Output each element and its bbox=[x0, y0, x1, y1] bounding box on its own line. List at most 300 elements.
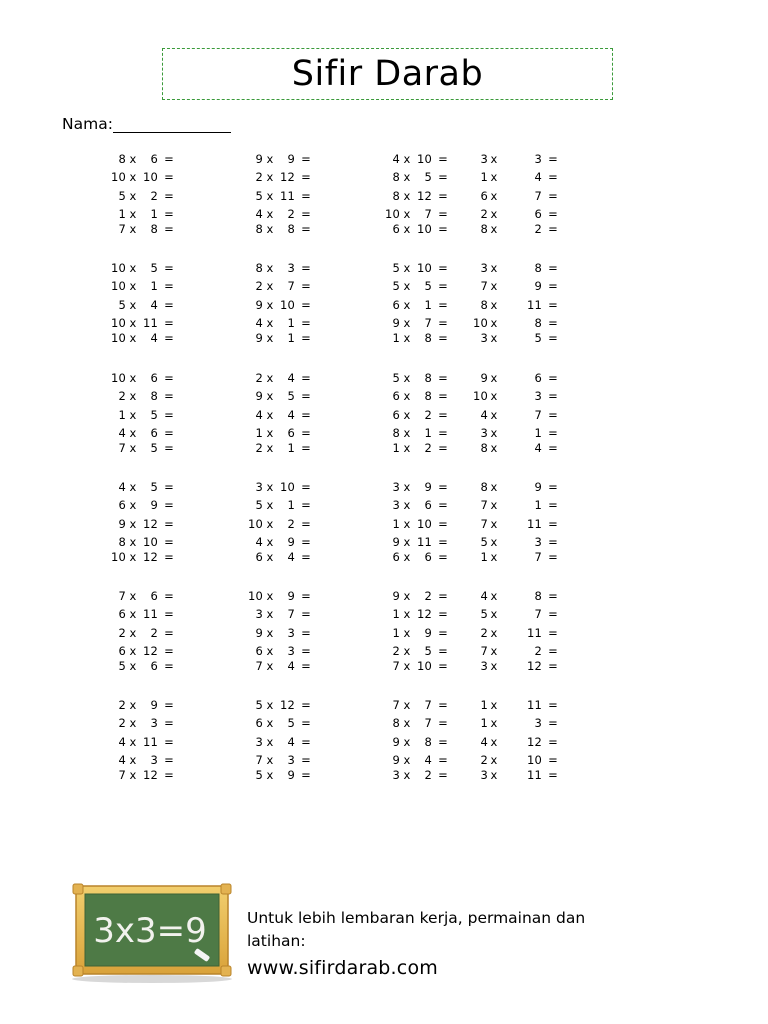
multiplier: 1 bbox=[150, 279, 158, 293]
multiplication-problem bbox=[108, 189, 174, 203]
times-operator: x bbox=[129, 607, 137, 621]
multiplication-problem bbox=[108, 644, 174, 658]
equals-sign: = bbox=[301, 550, 311, 564]
name-blank-line[interactable] bbox=[113, 116, 231, 133]
times-operator: x bbox=[403, 589, 411, 603]
times-operator: x bbox=[266, 607, 274, 621]
multiplicand: 3 bbox=[480, 768, 488, 782]
times-operator: x bbox=[403, 517, 411, 531]
multiplier: 11 bbox=[526, 768, 542, 782]
equals-sign: = bbox=[301, 517, 311, 531]
multiplier: 1 bbox=[534, 498, 542, 512]
times-operator: x bbox=[403, 316, 411, 330]
times-operator: x bbox=[266, 170, 274, 184]
equals-sign: = bbox=[301, 261, 311, 275]
multiplier: 12 bbox=[142, 644, 158, 658]
multiplier: 4 bbox=[534, 441, 542, 455]
multiplier: 8 bbox=[424, 389, 432, 403]
times-operator: x bbox=[490, 279, 498, 293]
multiplicand: 5 bbox=[392, 279, 400, 293]
multiplier: 7 bbox=[534, 408, 542, 422]
multiplicand: 4 bbox=[255, 207, 263, 221]
multiplicand: 9 bbox=[255, 389, 263, 403]
equals-sign: = bbox=[301, 644, 311, 658]
multiplier: 9 bbox=[287, 152, 295, 166]
times-operator: x bbox=[129, 316, 137, 330]
equals-sign: = bbox=[548, 480, 558, 494]
multiplier: 7 bbox=[534, 550, 542, 564]
equals-sign: = bbox=[164, 441, 174, 455]
multiplicand: 9 bbox=[255, 152, 263, 166]
multiplicand: 5 bbox=[480, 535, 488, 549]
multiplication-problem bbox=[108, 426, 174, 440]
times-operator: x bbox=[129, 441, 137, 455]
equals-sign: = bbox=[548, 644, 558, 658]
times-operator: x bbox=[266, 207, 274, 221]
multiplicand: 2 bbox=[255, 279, 263, 293]
multiplication-problem bbox=[382, 607, 448, 621]
equals-sign: = bbox=[438, 279, 448, 293]
multiplicand: 8 bbox=[255, 261, 263, 275]
multiplier: 5 bbox=[424, 170, 432, 184]
multiplicand: 1 bbox=[392, 607, 400, 621]
multiplier: 12 bbox=[279, 698, 295, 712]
multiplication-problem bbox=[468, 371, 558, 385]
equals-sign: = bbox=[301, 659, 311, 673]
multiplier: 3 bbox=[287, 644, 295, 658]
multiplicand: 10 bbox=[110, 371, 126, 385]
chalkboard-image bbox=[68, 880, 236, 984]
times-operator: x bbox=[266, 535, 274, 549]
multiplier: 5 bbox=[150, 480, 158, 494]
problem-row bbox=[0, 441, 768, 455]
equals-sign: = bbox=[164, 589, 174, 603]
problem-row bbox=[0, 659, 768, 673]
times-operator: x bbox=[490, 170, 498, 184]
equals-sign: = bbox=[548, 222, 558, 236]
multiplicand: 6 bbox=[392, 222, 400, 236]
multiplication-problem bbox=[108, 659, 174, 673]
multiplicand: 5 bbox=[118, 189, 126, 203]
footer-url[interactable]: www.sifirdarab.com bbox=[247, 957, 438, 979]
problem-row bbox=[0, 389, 768, 403]
multiplicand: 7 bbox=[118, 441, 126, 455]
times-operator: x bbox=[129, 279, 137, 293]
multiplicand: 7 bbox=[118, 222, 126, 236]
multiplication-problem bbox=[468, 189, 558, 203]
multiplication-problem bbox=[108, 152, 174, 166]
multiplication-problem bbox=[382, 279, 448, 293]
multiplier: 1 bbox=[287, 331, 295, 345]
multiplier: 7 bbox=[534, 189, 542, 203]
equals-sign: = bbox=[438, 298, 448, 312]
multiplier: 12 bbox=[142, 768, 158, 782]
times-operator: x bbox=[403, 659, 411, 673]
equals-sign: = bbox=[548, 550, 558, 564]
multiplicand: 10 bbox=[110, 279, 126, 293]
multiplier: 7 bbox=[287, 279, 295, 293]
multiplier: 4 bbox=[287, 550, 295, 564]
multiplier: 2 bbox=[424, 768, 432, 782]
multiplicand: 2 bbox=[118, 716, 126, 730]
times-operator: x bbox=[129, 698, 137, 712]
multiplication-problem bbox=[382, 498, 448, 512]
multiplication-problem bbox=[108, 170, 174, 184]
times-operator: x bbox=[490, 441, 498, 455]
equals-sign: = bbox=[438, 698, 448, 712]
multiplicand: 6 bbox=[392, 389, 400, 403]
times-operator: x bbox=[129, 735, 137, 749]
multiplicand: 10 bbox=[110, 170, 126, 184]
multiplier: 1 bbox=[287, 441, 295, 455]
equals-sign: = bbox=[548, 371, 558, 385]
multiplier: 10 bbox=[142, 535, 158, 549]
multiplier: 5 bbox=[150, 261, 158, 275]
multiplicand: 4 bbox=[255, 316, 263, 330]
multiplication-problem bbox=[468, 517, 558, 531]
multiplier: 3 bbox=[534, 535, 542, 549]
multiplication-problem bbox=[245, 626, 311, 640]
multiplier: 3 bbox=[287, 261, 295, 275]
multiplicand: 7 bbox=[480, 517, 488, 531]
multiplicand: 4 bbox=[118, 735, 126, 749]
equals-sign: = bbox=[301, 316, 311, 330]
multiplier: 8 bbox=[534, 316, 542, 330]
multiplier: 9 bbox=[287, 768, 295, 782]
multiplier: 11 bbox=[526, 298, 542, 312]
multiplicand: 1 bbox=[392, 626, 400, 640]
multiplicand: 9 bbox=[392, 753, 400, 767]
multiplier: 1 bbox=[534, 426, 542, 440]
times-operator: x bbox=[490, 207, 498, 221]
multiplicand: 6 bbox=[118, 498, 126, 512]
times-operator: x bbox=[266, 517, 274, 531]
multiplication-problem bbox=[108, 589, 174, 603]
multiplication-problem bbox=[382, 768, 448, 782]
multiplication-problem bbox=[382, 753, 448, 767]
name-field bbox=[62, 115, 231, 133]
equals-sign: = bbox=[548, 535, 558, 549]
equals-sign: = bbox=[438, 659, 448, 673]
multiplicand: 7 bbox=[255, 659, 263, 673]
equals-sign: = bbox=[301, 408, 311, 422]
times-operator: x bbox=[266, 698, 274, 712]
times-operator: x bbox=[403, 189, 411, 203]
multiplicand: 9 bbox=[480, 371, 488, 385]
times-operator: x bbox=[266, 498, 274, 512]
multiplicand: 7 bbox=[392, 659, 400, 673]
times-operator: x bbox=[490, 152, 498, 166]
equals-sign: = bbox=[548, 316, 558, 330]
times-operator: x bbox=[403, 753, 411, 767]
multiplication-problem bbox=[108, 441, 174, 455]
multiplicand: 4 bbox=[392, 152, 400, 166]
multiplicand: 10 bbox=[472, 389, 488, 403]
multiplicand: 2 bbox=[255, 441, 263, 455]
multiplication-problem bbox=[468, 426, 558, 440]
times-operator: x bbox=[490, 480, 498, 494]
times-operator: x bbox=[129, 331, 137, 345]
multiplicand: 2 bbox=[480, 753, 488, 767]
equals-sign: = bbox=[438, 189, 448, 203]
problem-row bbox=[0, 644, 768, 658]
multiplicand: 8 bbox=[392, 426, 400, 440]
equals-sign: = bbox=[548, 389, 558, 403]
times-operator: x bbox=[490, 735, 498, 749]
multiplication-problem bbox=[108, 222, 174, 236]
equals-sign: = bbox=[438, 589, 448, 603]
times-operator: x bbox=[129, 550, 137, 564]
multiplicand: 9 bbox=[392, 589, 400, 603]
multiplication-problem bbox=[468, 753, 558, 767]
multiplier: 10 bbox=[416, 222, 432, 236]
equals-sign: = bbox=[438, 768, 448, 782]
multiplier: 2 bbox=[534, 222, 542, 236]
equals-sign: = bbox=[164, 768, 174, 782]
times-operator: x bbox=[403, 768, 411, 782]
multiplier: 8 bbox=[534, 589, 542, 603]
multiplicand: 5 bbox=[255, 498, 263, 512]
multiplicand: 10 bbox=[110, 316, 126, 330]
equals-sign: = bbox=[301, 331, 311, 345]
multiplier: 3 bbox=[287, 753, 295, 767]
multiplication-problem bbox=[108, 550, 174, 564]
equals-sign: = bbox=[301, 170, 311, 184]
multiplicand: 5 bbox=[255, 189, 263, 203]
equals-sign: = bbox=[548, 426, 558, 440]
problem-row bbox=[0, 607, 768, 621]
equals-sign: = bbox=[301, 698, 311, 712]
multiplication-problem bbox=[468, 152, 558, 166]
equals-sign: = bbox=[301, 626, 311, 640]
equals-sign: = bbox=[164, 170, 174, 184]
problem-row bbox=[0, 735, 768, 749]
times-operator: x bbox=[129, 207, 137, 221]
equals-sign: = bbox=[301, 535, 311, 549]
problem-row bbox=[0, 498, 768, 512]
multiplicand: 6 bbox=[255, 716, 263, 730]
multiplier: 11 bbox=[526, 698, 542, 712]
multiplicand: 9 bbox=[255, 298, 263, 312]
multiplicand: 6 bbox=[392, 550, 400, 564]
times-operator: x bbox=[266, 550, 274, 564]
multiplicand: 6 bbox=[118, 644, 126, 658]
times-operator: x bbox=[266, 316, 274, 330]
equals-sign: = bbox=[164, 735, 174, 749]
times-operator: x bbox=[266, 389, 274, 403]
equals-sign: = bbox=[548, 152, 558, 166]
multiplicand: 1 bbox=[392, 517, 400, 531]
equals-sign: = bbox=[164, 298, 174, 312]
equals-sign: = bbox=[548, 170, 558, 184]
multiplication-problem bbox=[382, 644, 448, 658]
multiplier: 1 bbox=[287, 498, 295, 512]
multiplier: 10 bbox=[416, 659, 432, 673]
times-operator: x bbox=[129, 298, 137, 312]
multiplier: 7 bbox=[424, 716, 432, 730]
times-operator: x bbox=[490, 517, 498, 531]
equals-sign: = bbox=[164, 716, 174, 730]
multiplication-problem bbox=[245, 279, 311, 293]
multiplier: 6 bbox=[150, 371, 158, 385]
multiplicand: 2 bbox=[480, 626, 488, 640]
multiplicand: 10 bbox=[472, 316, 488, 330]
multiplier: 6 bbox=[150, 659, 158, 673]
equals-sign: = bbox=[438, 408, 448, 422]
multiplication-problem bbox=[245, 607, 311, 621]
multiplicand: 3 bbox=[255, 607, 263, 621]
multiplication-problem bbox=[382, 626, 448, 640]
multiplicand: 7 bbox=[118, 768, 126, 782]
multiplier: 11 bbox=[142, 316, 158, 330]
multiplicand: 8 bbox=[392, 170, 400, 184]
times-operator: x bbox=[266, 279, 274, 293]
multiplier: 5 bbox=[150, 441, 158, 455]
multiplier: 8 bbox=[534, 261, 542, 275]
times-operator: x bbox=[403, 298, 411, 312]
multiplication-problem bbox=[382, 389, 448, 403]
equals-sign: = bbox=[164, 626, 174, 640]
multiplier: 12 bbox=[416, 607, 432, 621]
times-operator: x bbox=[490, 408, 498, 422]
name-label: Nama: bbox=[62, 115, 113, 133]
multiplicand: 2 bbox=[118, 389, 126, 403]
times-operator: x bbox=[490, 316, 498, 330]
multiplication-problem bbox=[468, 735, 558, 749]
multiplication-problem bbox=[468, 261, 558, 275]
multiplier: 9 bbox=[534, 279, 542, 293]
multiplier: 6 bbox=[424, 498, 432, 512]
equals-sign: = bbox=[438, 261, 448, 275]
times-operator: x bbox=[266, 768, 274, 782]
times-operator: x bbox=[266, 189, 274, 203]
problem-row bbox=[0, 207, 768, 221]
problem-row bbox=[0, 626, 768, 640]
multiplication-problem bbox=[468, 535, 558, 549]
multiplication-problem bbox=[382, 426, 448, 440]
equals-sign: = bbox=[548, 189, 558, 203]
times-operator: x bbox=[266, 441, 274, 455]
multiplier: 8 bbox=[150, 389, 158, 403]
multiplier: 5 bbox=[424, 279, 432, 293]
times-operator: x bbox=[266, 261, 274, 275]
multiplication-problem bbox=[108, 261, 174, 275]
multiplier: 3 bbox=[150, 753, 158, 767]
times-operator: x bbox=[129, 261, 137, 275]
multiplier: 3 bbox=[287, 626, 295, 640]
equals-sign: = bbox=[438, 517, 448, 531]
multiplication-problem bbox=[108, 279, 174, 293]
multiplication-problem bbox=[382, 480, 448, 494]
times-operator: x bbox=[129, 222, 137, 236]
multiplicand: 5 bbox=[255, 768, 263, 782]
multiplication-problem bbox=[245, 331, 311, 345]
problem-row bbox=[0, 753, 768, 767]
multiplicand: 3 bbox=[255, 735, 263, 749]
multiplicand: 1 bbox=[480, 698, 488, 712]
multiplier: 7 bbox=[424, 207, 432, 221]
multiplicand: 4 bbox=[118, 426, 126, 440]
multiplication-problem bbox=[108, 498, 174, 512]
multiplier: 6 bbox=[424, 550, 432, 564]
equals-sign: = bbox=[438, 222, 448, 236]
multiplier: 7 bbox=[424, 316, 432, 330]
footer-text: Untuk lebih lembaran kerja, permainan dan latihan: bbox=[247, 909, 586, 950]
times-operator: x bbox=[129, 189, 137, 203]
multiplication-problem bbox=[382, 261, 448, 275]
multiplier: 2 bbox=[150, 189, 158, 203]
equals-sign: = bbox=[301, 222, 311, 236]
equals-sign: = bbox=[438, 535, 448, 549]
multiplication-problem bbox=[245, 753, 311, 767]
problem-row bbox=[0, 480, 768, 494]
equals-sign: = bbox=[164, 207, 174, 221]
multiplicand: 2 bbox=[392, 644, 400, 658]
multiplication-problem bbox=[382, 207, 448, 221]
multiplier: 6 bbox=[534, 207, 542, 221]
multiplier: 11 bbox=[142, 607, 158, 621]
equals-sign: = bbox=[548, 498, 558, 512]
multiplier: 5 bbox=[534, 331, 542, 345]
times-operator: x bbox=[490, 768, 498, 782]
multiplier: 1 bbox=[287, 316, 295, 330]
multiplication-problem bbox=[382, 698, 448, 712]
equals-sign: = bbox=[438, 498, 448, 512]
multiplicand: 10 bbox=[110, 550, 126, 564]
multiplication-problem bbox=[108, 698, 174, 712]
multiplication-problem bbox=[382, 316, 448, 330]
equals-sign: = bbox=[301, 207, 311, 221]
problem-row bbox=[0, 222, 768, 236]
multiplication-problem bbox=[382, 589, 448, 603]
multiplier: 4 bbox=[534, 170, 542, 184]
equals-sign: = bbox=[548, 279, 558, 293]
times-operator: x bbox=[403, 480, 411, 494]
multiplier: 2 bbox=[287, 517, 295, 531]
equals-sign: = bbox=[164, 371, 174, 385]
equals-sign: = bbox=[438, 644, 448, 658]
multiplication-problem bbox=[245, 535, 311, 549]
multiplication-problem bbox=[382, 189, 448, 203]
times-operator: x bbox=[129, 589, 137, 603]
multiplication-problem bbox=[108, 316, 174, 330]
times-operator: x bbox=[403, 261, 411, 275]
multiplicand: 5 bbox=[118, 298, 126, 312]
multiplier: 9 bbox=[150, 498, 158, 512]
multiplier: 12 bbox=[279, 170, 295, 184]
multiplier: 4 bbox=[287, 371, 295, 385]
times-operator: x bbox=[266, 222, 274, 236]
equals-sign: = bbox=[164, 408, 174, 422]
multiplier: 5 bbox=[424, 644, 432, 658]
multiplication-problem bbox=[468, 331, 558, 345]
multiplicand: 6 bbox=[255, 550, 263, 564]
multiplication-problem bbox=[108, 480, 174, 494]
multiplier: 9 bbox=[534, 480, 542, 494]
multiplication-problem bbox=[468, 698, 558, 712]
times-operator: x bbox=[266, 735, 274, 749]
multiplication-problem bbox=[108, 298, 174, 312]
multiplier: 1 bbox=[150, 207, 158, 221]
multiplication-problem bbox=[382, 408, 448, 422]
multiplicand: 1 bbox=[392, 441, 400, 455]
multiplication-problem bbox=[245, 735, 311, 749]
equals-sign: = bbox=[301, 441, 311, 455]
times-operator: x bbox=[490, 426, 498, 440]
times-operator: x bbox=[490, 331, 498, 345]
times-operator: x bbox=[403, 389, 411, 403]
multiplicand: 5 bbox=[255, 698, 263, 712]
